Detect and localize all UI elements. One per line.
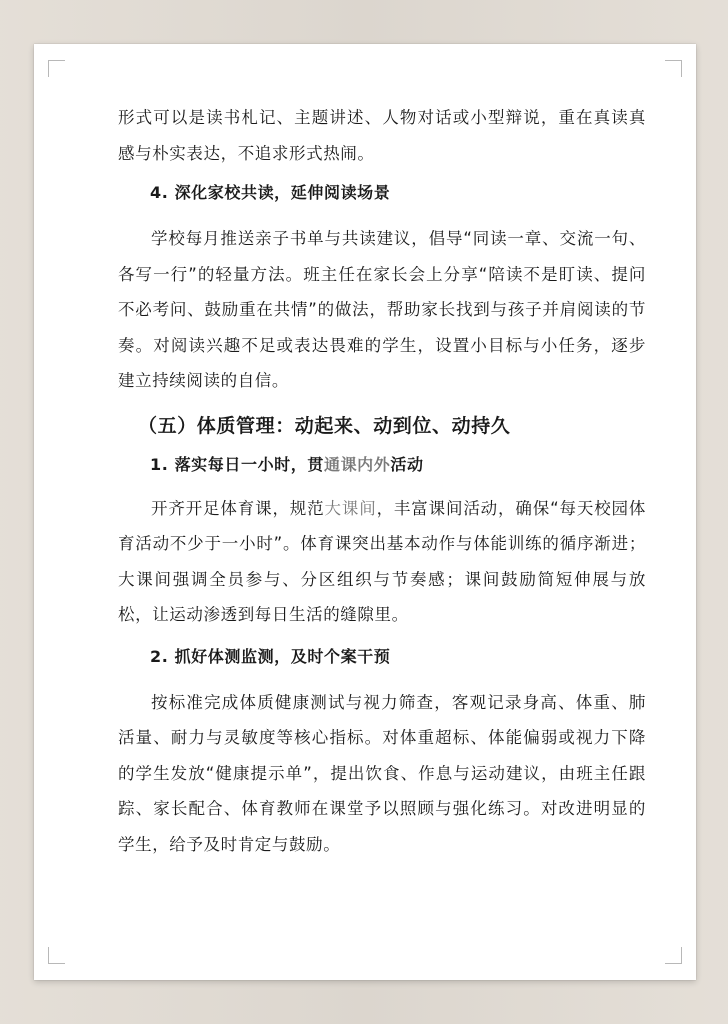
heading-5-1-daily-hour (118, 453, 646, 477)
crop-mark-top-right (665, 60, 682, 77)
crop-mark-bottom-right (665, 947, 682, 964)
heading-5-1-part-b: 通课内外 (323, 454, 391, 474)
paragraph-pe-classes (118, 491, 646, 633)
heading-4-family-reading: 4. 深化家校共读，延伸阅读场景 (150, 183, 391, 202)
paragraph-continued: 形式可以是读书札记、主题讲述、人物对话或小型辩说，重在真读真感与朴实表达，不追求形式热闹。 (118, 108, 646, 163)
document-page (34, 44, 696, 980)
document-body (118, 100, 646, 862)
heading-5-2-health-monitoring: 2. 抓好体测监测，及时个案干预 (150, 646, 391, 666)
p3-part-c: ，丰富课间活动，确保“每天校园体育活动不少于一小时”。体育课突出基本动作与体能训练的循序渐进；大课间强调全员参与、分区组织与节奏感；课间鼓励简短伸展与放松，让运动渗透到每日生活的缝隙里。 (118, 498, 646, 624)
heading-5-1-part-a: 1. 落实每日一小时，贯 (150, 454, 324, 474)
p3-part-b: 大课间 (324, 498, 377, 518)
crop-mark-bottom-left (48, 947, 65, 964)
paragraph-health-monitoring: 按标准完成体质健康测试与视力筛查，客观记录身高、体重、肺活量、耐力与灵敏度等核心指标。对体重超标、体能偏弱或视力下降的学生发放“健康提示单”，提出饮食、作息与运动建议，由班主任跟踪、家长配合、体育教师在课堂予以照顾与强化练习。对改进明显的学生，给予及时肯定与鼓励。 (118, 692, 646, 854)
heading-section-5-physical: （五）体质管理：动起来、动到位、动持久 (138, 414, 511, 437)
p3-part-a: 开齐开足体育课，规范 (151, 498, 325, 518)
paragraph-family-reading: 学校每月推送亲子书单与共读建议，倡导“同读一章、交流一句、各写一行”的轻量方法。班主任在家长会上分享“陪读不是盯读、提问不必考问、鼓励重在共情”的做法，帮助家长找到与孩子并肩阅读的节奏。对阅读兴趣不足或表达畏难的学生，设置小目标与小任务，逐步建立持续阅读的自信。 (118, 229, 646, 390)
heading-5-1-part-c: 活动 (390, 454, 424, 474)
crop-mark-top-left (48, 60, 65, 77)
